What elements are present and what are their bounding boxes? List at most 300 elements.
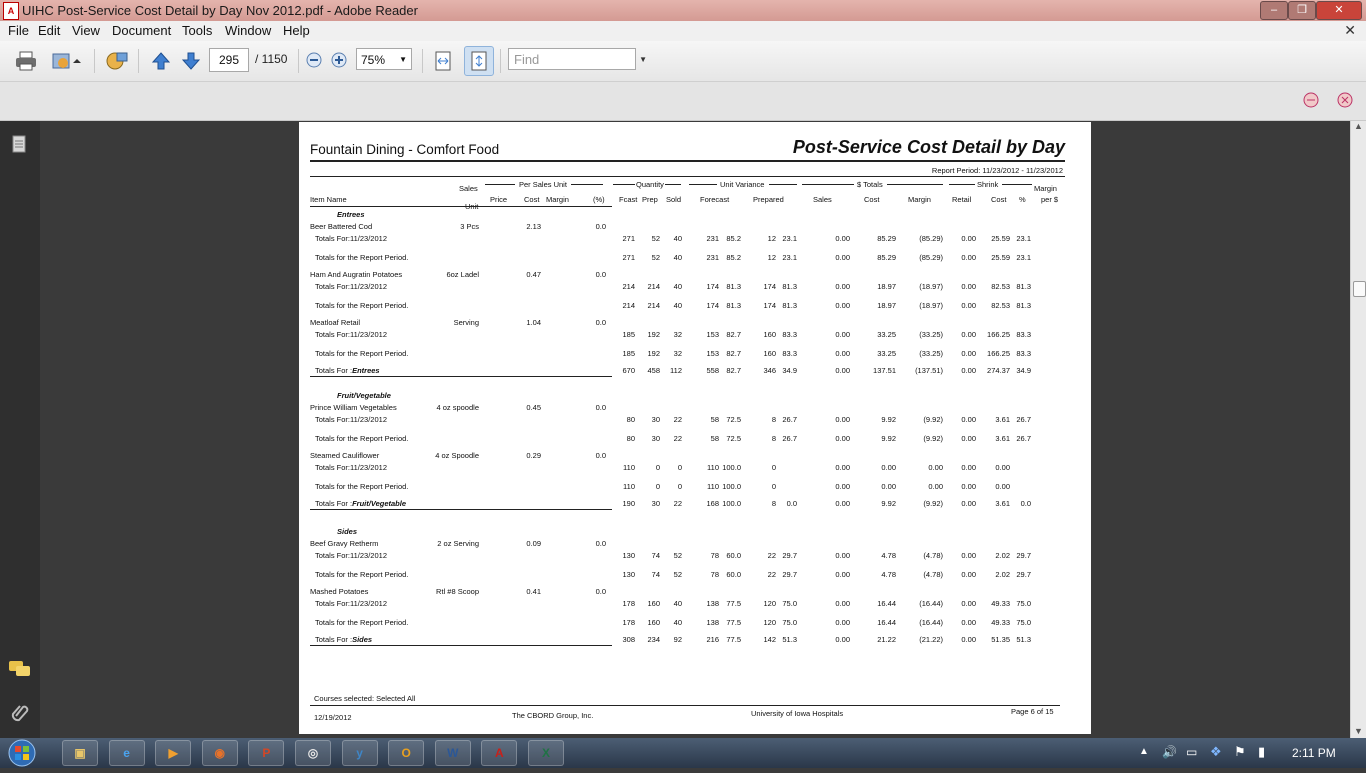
table-cell: 166.25 [987, 330, 1010, 339]
table-cell: 160 [763, 330, 776, 339]
table-cell: 22 [767, 570, 776, 579]
table-cell: 0.00 [995, 482, 1010, 491]
table-cell: 234 [647, 635, 660, 644]
report-location-title: Fountain Dining - Comfort Food [310, 142, 500, 157]
table-cell: 192 [647, 330, 660, 339]
table-cell: (33.25) [919, 349, 943, 358]
table-cell: 8 [771, 434, 776, 443]
table-cell: 130 [622, 551, 635, 560]
table-cell: 40 [673, 282, 682, 291]
period-total-label: Totals for the Report Period. [315, 349, 409, 358]
col-header-cost3: Cost [991, 195, 1007, 204]
comment-tools-icon[interactable] [104, 49, 130, 73]
col-header-sales: Sales [459, 184, 478, 193]
table-cell: 77.5 [726, 599, 741, 608]
taskbar-ie-icon[interactable]: e [109, 740, 145, 766]
table-cell: 85.29 [877, 253, 896, 262]
table-cell: 18.97 [877, 301, 896, 310]
table-cell: 3.61 [995, 434, 1010, 443]
table-cell: 110 [707, 463, 719, 472]
zoom-out-icon[interactable] [305, 51, 323, 69]
taskbar-acrobat-icon[interactable]: A [481, 740, 517, 766]
table-cell: 110 [707, 482, 719, 491]
table-cell: 23.1 [1016, 234, 1031, 243]
table-cell: 0.00 [835, 434, 850, 443]
next-page-icon[interactable] [180, 50, 202, 72]
table-cell: 52 [651, 234, 660, 243]
table-cell: 214 [622, 301, 635, 310]
table-cell: 0.00 [961, 599, 976, 608]
table-cell: 40 [673, 234, 682, 243]
table-cell: 85.29 [877, 234, 896, 243]
table-cell: 214 [622, 282, 635, 291]
day-total-label: Totals For:11/23/2012 [315, 415, 387, 424]
previous-page-icon[interactable] [150, 50, 172, 72]
table-cell: 83.3 [782, 330, 797, 339]
chevron-down-icon: ▼ [399, 55, 407, 64]
table-cell: 52 [673, 551, 682, 560]
period-total-label: Totals for the Report Period. [315, 434, 409, 443]
table-cell: 32 [673, 330, 682, 339]
table-cell: 174 [706, 282, 719, 291]
table-cell: 81.3 [1016, 301, 1031, 310]
col-header-sold: Sold [666, 195, 682, 204]
volume-icon[interactable]: 🔊 [1162, 745, 1177, 759]
table-cell: 21.22 [877, 635, 896, 644]
table-cell: 75.0 [1016, 599, 1031, 608]
table-cell: 2.02 [995, 551, 1010, 560]
section-total-label: Totals For :Entrees [315, 366, 380, 375]
close-document-icon[interactable]: ✕ [1344, 22, 1356, 38]
table-cell: (9.92) [923, 415, 943, 424]
network-icon[interactable]: ▭ [1186, 745, 1198, 759]
table-cell: 0.0 [1020, 499, 1031, 508]
item-pct: 0.0 [595, 222, 606, 231]
table-cell: 174 [763, 301, 776, 310]
menu-tools[interactable]: Tools [182, 23, 213, 38]
zoom-level-select[interactable]: 75% ▼ [356, 48, 412, 70]
table-cell: 0.00 [928, 482, 943, 491]
table-cell: 51.3 [782, 635, 797, 644]
col-header-cost: Cost [524, 195, 540, 204]
table-cell: 558 [706, 366, 719, 375]
table-cell: 81.3 [726, 301, 741, 310]
table-cell: 4.78 [881, 570, 896, 579]
table-cell: 120 [763, 599, 776, 608]
table-cell: 110 [623, 463, 635, 472]
table-cell: 34.9 [1016, 366, 1031, 375]
table-cell: 231 [706, 234, 719, 243]
table-cell: (9.92) [923, 434, 943, 443]
item-unit: Serving [453, 318, 479, 327]
table-cell: 40 [673, 618, 682, 627]
item-cost: 0.45 [526, 403, 541, 412]
table-cell: 0.00 [835, 635, 850, 644]
item-cost: 0.29 [526, 451, 541, 460]
table-cell: 26.7 [1016, 434, 1031, 443]
day-total-label: Totals For:11/23/2012 [315, 463, 387, 472]
table-cell: 82.53 [991, 301, 1010, 310]
col-header-forecast: Forecast [700, 195, 730, 204]
table-cell: 0.00 [961, 551, 976, 560]
table-cell: 185 [622, 349, 635, 358]
col-header-fcast: Fcast [619, 195, 638, 204]
section-heading: Sides [337, 527, 358, 536]
table-cell: 153 [706, 349, 719, 358]
table-cell: (9.92) [923, 499, 943, 508]
table-cell: 0.00 [961, 618, 976, 627]
table-cell: 82.7 [726, 349, 741, 358]
table-cell: 82.53 [991, 282, 1010, 291]
taskbar-media-player-icon[interactable]: ▶ [155, 740, 191, 766]
item-unit: 4 oz spoodle [436, 403, 479, 412]
table-cell: 51.35 [991, 635, 1010, 644]
period-total-label: Totals for the Report Period. [315, 253, 409, 262]
pdf-page [299, 122, 1091, 734]
col-header-cost2: Cost [864, 195, 880, 204]
scroll-up-icon[interactable]: ▲ [1354, 121, 1363, 131]
table-cell: 271 [622, 253, 635, 262]
table-cell: 3.61 [995, 415, 1010, 424]
period-total-label: Totals for the Report Period. [315, 482, 409, 491]
menu-edit[interactable]: Edit [38, 23, 61, 38]
item-pct: 0.0 [595, 587, 606, 596]
table-cell: 138 [706, 618, 719, 627]
taskbar-yammer-icon[interactable]: y [342, 740, 378, 766]
table-cell: 51.3 [1016, 635, 1031, 644]
table-cell: 85.2 [726, 234, 741, 243]
footer-org: University of Iowa Hospitals [751, 709, 844, 718]
table-cell: 75.0 [1016, 618, 1031, 627]
table-cell: 100.0 [722, 463, 741, 472]
share-icon[interactable] [50, 50, 86, 72]
table-cell: 8 [771, 499, 776, 508]
table-cell: 0.00 [961, 415, 976, 424]
pages-icon[interactable] [10, 133, 30, 155]
item-unit: 3 Pcs [460, 222, 479, 231]
scroll-down-icon[interactable]: ▼ [1354, 726, 1363, 736]
table-cell: 0.00 [961, 330, 976, 339]
table-cell: 78 [710, 570, 719, 579]
col-header-item-name: Item Name [310, 195, 347, 204]
taskbar-powerpoint-icon[interactable]: P [248, 740, 284, 766]
table-cell: 214 [647, 301, 660, 310]
table-cell: 0.00 [961, 282, 976, 291]
table-cell: 85.2 [726, 253, 741, 262]
col-header-prep: Prep [642, 195, 658, 204]
day-total-label: Totals For:11/23/2012 [315, 599, 387, 608]
table-cell: 274.37 [987, 366, 1010, 375]
table-cell: 0.00 [961, 635, 976, 644]
title-bar [0, 0, 1366, 21]
table-cell: 25.59 [991, 253, 1010, 262]
table-cell: (18.97) [919, 301, 943, 310]
table-cell: 9.92 [881, 499, 896, 508]
col-header-retail: Retail [952, 195, 972, 204]
menu-view[interactable]: View [72, 23, 100, 38]
table-cell: 58 [710, 434, 719, 443]
maximize-button[interactable]: ❐ [1288, 1, 1316, 20]
table-cell: 78 [710, 551, 719, 560]
day-total-label: Totals For:11/23/2012 [315, 551, 387, 560]
table-cell: 670 [622, 366, 635, 375]
dropbox-icon[interactable]: ❖ [1210, 744, 1222, 759]
table-cell: 16.44 [877, 599, 896, 608]
table-cell: 29.7 [1016, 570, 1031, 579]
table-cell: 74 [651, 551, 660, 560]
minimize-button[interactable]: – [1260, 1, 1288, 20]
section-total-rule [310, 645, 612, 646]
table-cell: 190 [622, 499, 635, 508]
footer-page: Page 6 of 15 [1011, 707, 1054, 716]
item-unit: 2 oz Serving [437, 539, 479, 548]
table-cell: 120 [763, 618, 776, 627]
fit-width-icon[interactable] [432, 49, 454, 73]
table-cell: 81.3 [782, 301, 797, 310]
table-cell: 160 [647, 599, 660, 608]
taskbar-chrome-icon[interactable]: ◎ [295, 740, 331, 766]
table-cell: 2.02 [995, 570, 1010, 579]
col-header-margin2: Margin [908, 195, 931, 204]
table-cell: (33.25) [919, 330, 943, 339]
table-cell: 0.00 [835, 301, 850, 310]
table-cell: 81.3 [1016, 282, 1031, 291]
table-cell: 142 [763, 635, 776, 644]
col-header-per-dollar: per $ [1041, 195, 1059, 204]
table-cell: 52 [651, 253, 660, 262]
table-cell: 83.3 [1016, 349, 1031, 358]
table-cell: 49.33 [991, 599, 1010, 608]
item-cost: 0.09 [526, 539, 541, 548]
table-cell: 174 [706, 301, 719, 310]
item-pct: 0.0 [595, 318, 606, 327]
table-cell: 100.0 [722, 499, 741, 508]
windows-taskbar [0, 738, 1366, 768]
table-cell: 0.00 [835, 463, 850, 472]
taskbar-explorer-icon[interactable]: ▣ [62, 740, 98, 766]
power-icon[interactable]: ▮ [1258, 744, 1266, 759]
table-cell: 0 [771, 463, 776, 472]
table-cell: 82.7 [726, 330, 741, 339]
item-cost: 0.47 [526, 270, 541, 279]
table-cell: 271 [622, 234, 635, 243]
item-unit: Rtl #8 Scoop [436, 587, 479, 596]
find-input[interactable]: Find ▼ [508, 48, 636, 70]
menu-bar [0, 21, 1366, 41]
table-cell: 0.00 [961, 499, 976, 508]
table-cell: 72.5 [726, 434, 741, 443]
period-total-label: Totals for the Report Period. [315, 570, 409, 579]
fit-page-icon[interactable] [464, 46, 494, 76]
table-cell: 178 [622, 618, 635, 627]
table-cell: 0.00 [881, 463, 896, 472]
col-header-margin: Margin [546, 195, 569, 204]
item-name: Beer Battered Cod [310, 222, 373, 231]
period-total-label: Totals for the Report Period. [315, 301, 409, 310]
table-cell: 30 [651, 415, 660, 424]
table-cell: 22 [673, 434, 682, 443]
table-cell: 0.00 [835, 482, 850, 491]
table-cell: 0.00 [835, 282, 850, 291]
section-total-rule [310, 509, 612, 510]
table-cell: 77.5 [726, 635, 741, 644]
clock[interactable]: 2:11 PM [1292, 746, 1336, 760]
taskbar-excel-icon[interactable]: X [528, 740, 564, 766]
report-title: Post-Service Cost Detail by Day [792, 137, 1065, 157]
table-cell: (18.97) [919, 282, 943, 291]
item-unit: 4 oz Spoodle [435, 451, 479, 460]
table-cell: (137.51) [915, 366, 943, 375]
table-cell: 137.51 [873, 366, 896, 375]
table-cell: 214 [647, 282, 660, 291]
table-cell: 0.00 [881, 482, 896, 491]
section-total-label: Totals For :Fruit/Vegetable [315, 499, 406, 508]
table-cell: 60.0 [726, 551, 741, 560]
report-period: Report Period: 11/23/2012 - 11/23/2012 [931, 166, 1063, 175]
attachments-icon[interactable] [8, 701, 32, 725]
table-cell: 23.1 [782, 253, 797, 262]
period-total-label: Totals for the Report Period. [315, 618, 409, 627]
table-cell: 9.92 [881, 434, 896, 443]
table-cell: 0.00 [835, 599, 850, 608]
day-total-label: Totals For:11/23/2012 [315, 282, 387, 291]
table-cell: 0 [655, 463, 660, 472]
table-cell: (4.78) [923, 570, 943, 579]
table-cell: 23.1 [782, 234, 797, 243]
footer-date: 12/19/2012 [314, 713, 352, 722]
show-hidden-icons-icon[interactable]: ▲ [1139, 746, 1149, 757]
table-cell: 4.78 [881, 551, 896, 560]
col-header-sales2: Sales [813, 195, 832, 204]
table-cell: (21.22) [919, 635, 943, 644]
item-cost: 0.41 [526, 587, 541, 596]
item-cost: 2.13 [526, 222, 541, 231]
table-cell: 8 [771, 415, 776, 424]
item-pct: 0.0 [595, 539, 606, 548]
print-icon[interactable] [14, 50, 38, 72]
table-cell: 0.00 [961, 463, 976, 472]
taskbar-firefox-icon[interactable]: ◉ [202, 740, 238, 766]
sign-icon[interactable] [1302, 91, 1320, 109]
menu-file[interactable]: File [8, 23, 29, 38]
table-cell: 40 [673, 301, 682, 310]
table-cell: 110 [623, 482, 635, 491]
menu-document[interactable]: Document [112, 23, 172, 38]
table-cell: 60.0 [726, 570, 741, 579]
table-cell: 0.00 [835, 330, 850, 339]
table-cell: 0.00 [835, 499, 850, 508]
table-cell: 40 [673, 253, 682, 262]
table-cell: 0.00 [961, 366, 976, 375]
col-header-per-sales-unit: Per Sales Unit [519, 180, 567, 189]
table-cell: 0.00 [835, 570, 850, 579]
secondary-toolbar [0, 82, 1366, 121]
table-cell: 29.7 [782, 570, 797, 579]
col-header-quantity: Quantity [636, 180, 664, 189]
table-cell: 32 [673, 349, 682, 358]
table-cell: 178 [622, 599, 635, 608]
action-center-icon[interactable]: ⚑ [1234, 744, 1246, 759]
table-cell: 130 [622, 570, 635, 579]
table-cell: 22 [673, 499, 682, 508]
table-cell: 216 [706, 635, 719, 644]
table-cell: 49.33 [991, 618, 1010, 627]
scrollbar-thumb[interactable] [1353, 281, 1366, 297]
zoom-in-icon[interactable] [330, 51, 348, 69]
table-cell: 30 [651, 499, 660, 508]
table-cell: 0 [771, 482, 776, 491]
start-button[interactable] [4, 738, 44, 768]
table-cell: 192 [647, 349, 660, 358]
table-cell: 0.00 [961, 301, 976, 310]
item-name: Beef Gravy Retherm [310, 539, 379, 548]
section-total-rule [310, 376, 612, 377]
menu-window[interactable]: Window [225, 23, 272, 38]
table-cell: 0 [655, 482, 660, 491]
table-cell: 29.7 [782, 551, 797, 560]
table-cell: (85.29) [919, 234, 943, 243]
table-cell: 33.25 [877, 330, 896, 339]
section-total-label: Totals For :Sides [315, 635, 373, 644]
col-header-shrink: Shrink [977, 180, 999, 189]
item-name: Prince William Vegetables [310, 403, 397, 412]
table-cell: 0.00 [961, 434, 976, 443]
menu-help[interactable]: Help [283, 23, 310, 38]
comments-icon[interactable] [8, 659, 32, 681]
table-cell: 3.61 [995, 499, 1010, 508]
table-cell: 75.0 [782, 599, 797, 608]
table-cell: 231 [706, 253, 719, 262]
table-cell: 26.7 [1016, 415, 1031, 424]
table-cell: 100.0 [722, 482, 741, 491]
table-cell: 160 [647, 618, 660, 627]
table-cell: 0.00 [961, 570, 976, 579]
share-review-icon[interactable] [1336, 91, 1354, 109]
table-cell: 0.00 [835, 618, 850, 627]
table-cell: 16.44 [877, 618, 896, 627]
table-cell: 40 [673, 599, 682, 608]
vertical-scrollbar[interactable] [1350, 121, 1366, 738]
table-cell: 9.92 [881, 415, 896, 424]
item-name: Meatloaf Retail [310, 318, 361, 327]
table-cell: 138 [706, 599, 719, 608]
table-cell: 23.1 [1016, 253, 1031, 262]
table-cell: 80 [626, 415, 635, 424]
item-cost: 1.04 [526, 318, 541, 327]
table-cell: 458 [647, 366, 660, 375]
table-cell: 12 [767, 234, 776, 243]
adobe-reader-icon: A [3, 2, 19, 20]
table-cell: 80 [626, 434, 635, 443]
page-number-input[interactable]: 295 [209, 48, 249, 72]
taskbar-outlook-icon[interactable]: O [388, 740, 424, 766]
table-cell: 22 [673, 415, 682, 424]
close-button[interactable]: ✕ [1316, 1, 1362, 20]
table-cell: 0.00 [835, 234, 850, 243]
item-unit: 6oz Ladel [446, 270, 479, 279]
table-cell: 185 [622, 330, 635, 339]
table-cell: 77.5 [726, 618, 741, 627]
table-cell: 0.00 [928, 463, 943, 472]
footer-company: The CBORD Group, Inc. [512, 711, 594, 720]
col-header-prepared: Prepared [753, 195, 784, 204]
footer-courses: Courses selected: Selected All [314, 694, 416, 703]
taskbar-word-icon[interactable]: W [435, 740, 471, 766]
table-cell: 346 [763, 366, 776, 375]
table-cell: 153 [706, 330, 719, 339]
table-cell: 33.25 [877, 349, 896, 358]
table-cell: 168 [706, 499, 719, 508]
